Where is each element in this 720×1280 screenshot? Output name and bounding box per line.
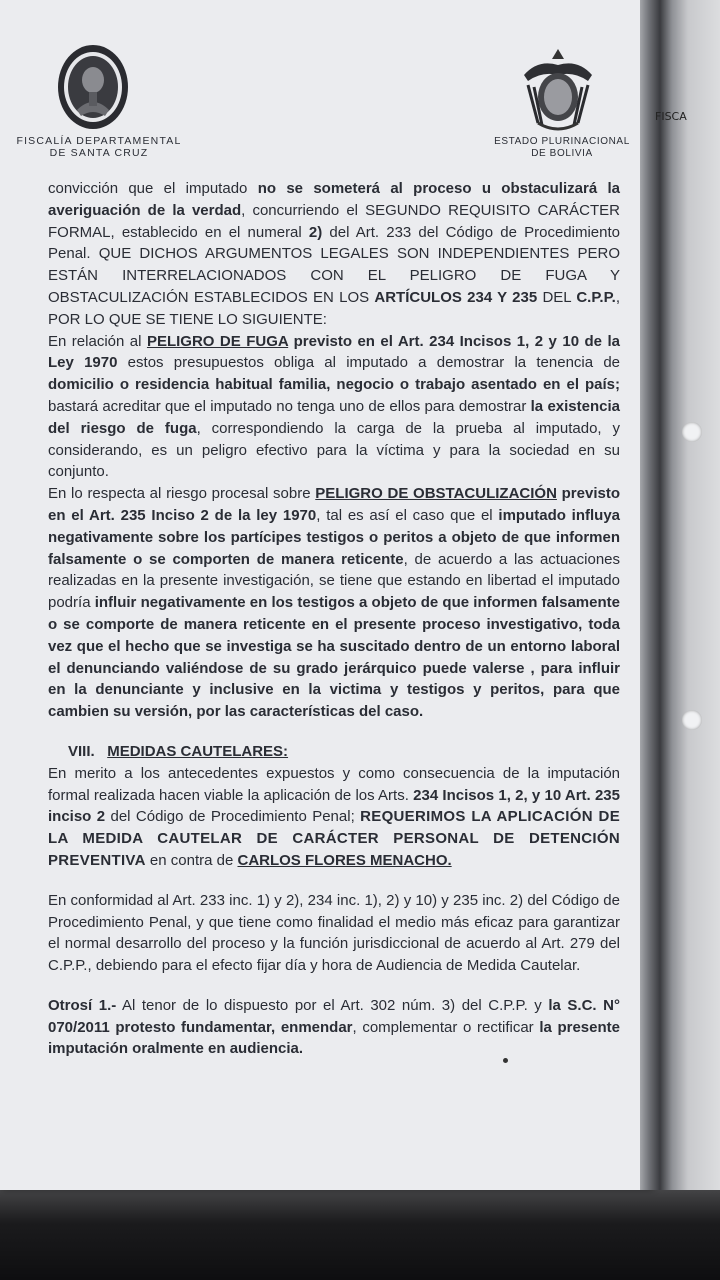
text-run: estos presupuestos obliga al imputado a demostrar la tenencia de [117,354,620,372]
text-run: bastará acreditar que el imputado no tenga uno de ellos para demostrar [48,397,531,415]
bold-run: previsto en el Art. 235 Inciso 2 de la ley 1970 [48,485,620,524]
ink-dot [503,1058,508,1063]
bold-run: REQUERIMOS LA APLICACIÓN DE LA MEDIDA CAUTELAR DE CARÁCTER PERSONAL DE DETENCIÓN PREVENTIVA [48,808,620,869]
bold-underlined-run: PELIGRO DE OBSTACULIZACIÓN [315,485,557,503]
text-run: , complementar o rectificar [352,1018,540,1036]
section-title: MEDIDAS CAUTELARES: [107,742,289,760]
bold-run: imputado influya negativamente sobre los partícipes testigos o peritos a objeto de que informen falsamente o se comporten de manera reticente [48,506,621,568]
desk-surface [0,1185,720,1280]
text-run: del Código de Procedimiento Penal; [105,808,361,826]
text-run: DEL [537,288,577,306]
text-run: , de acuerdo a las actuaciones realizadas en la presente investigación, se tiene que estando en libertad el imputado podría [48,550,621,612]
text-run: , POR LO QUE SE TIENE LO SIGUIENTE: [48,288,620,328]
bold-run: la S.C. N° 070/2011 protesto fundamentar, enmendar [48,996,620,1036]
state-line-1: ESTADO PLURINACIONAL [494,136,630,147]
bold-run: domicilio o residencia habitual familia, negocio o trabajo asentado en el país; [48,376,620,394]
text-run: En lo respecta al riesgo procesal sobre [48,485,316,503]
estado-institution-name [484,136,640,160]
bold-run: la existencia del riesgo de fuga [48,397,620,437]
bold-underlined-run: CARLOS FLORES MENACHO. [237,851,452,869]
edge-text: FISCA [655,110,687,123]
paragraph-otrosi [48,995,620,1060]
text-run: En merito a los antecedentes expuestos y como consecuencia de la imputación formal realizada hacen viable la aplicación de los Arts. [48,764,620,804]
text-run: del Art. 233 del Código de Procedimiento Penal. QUE DICHOS ARGUMENTOS LEGALES SON INDEPENDIENTES PERO ESTÁN INTERRELACIONADOS CON EL PELIGRO DE FUGA Y OBSTACULIZACIÓN ESTABLECIDOS EN LOS [48,223,620,306]
bold-run: influir negativamente en los testigos a objeto de que informen falsamente o se comporte de manera reticente en el presente proceso investigativo, toda vez que el hecho que se investiga se ha suscitado dentro de un entorno laboral el denunciando valiéndose de su grado jerárquico puede valerse , para influir en la denunciante y inclusive en la victima y testigos y peritos, para que cambien su versión, por las características del caso. [48,594,620,721]
bold-run: no se someterá al proceso u obstaculizará la averiguación de la verdad [48,180,620,219]
document-body [48,178,620,1060]
punch-hole [682,422,702,442]
bold-run: previsto en el Art. 234 Incisos 1, 2 y 10 de la Ley 1970 [48,332,620,372]
binder-edge [640,0,720,1190]
bold-underlined-run: PELIGRO DE FUGA [146,332,289,350]
section-number: VIII. [68,742,95,760]
fiscalia-institution-name [4,135,194,159]
bolivia-coat-of-arms-logo [518,45,598,133]
bold-run: ARTÍCULOS 234 Y 235 [374,288,538,306]
institution-line-2: DE SANTA CRUZ [49,147,149,159]
text-run: , tal es así el caso que el [316,506,499,524]
text-run: Al tenor de lo dispuesto por el Art. 302 núm. 3) del C.P.P. y [116,996,549,1014]
institution-line-1: FISCALÍA DEPARTAMENTAL [16,135,182,147]
paragraph-convincion [48,178,620,331]
paragraph-peligro-fuga [48,331,620,484]
bold-run: 234 Incisos 1, 2, y 10 Art. 235 inciso 2 [48,786,620,826]
punch-hole [682,710,702,730]
section-heading-viii [68,741,620,763]
bold-run: 2) [308,223,323,241]
text-run: , correspondiendo la carga de la prueba al imputado, y considerando, es un peligro efectivo para la víctima y para la sociedad en su conjunto. [48,419,621,481]
paragraph-medidas [48,763,620,872]
text-run: en contra de [145,851,238,869]
text-run: , concurriendo el SEGUNDO REQUISITO CARÁCTER FORMAL, establecido en el numeral [48,201,620,241]
bold-run: la presente imputación oralmente en audiencia. [48,1018,620,1058]
text-run: En relación al [48,332,147,350]
fiscalia-seal-logo [55,42,131,132]
bold-run: C.P.P. [576,288,616,306]
text-run: En conformidad al Art. 233 inc. 1) y 2), 234 inc. 1), 2) y 10) y 235 inc. 2) del Código de Procedimiento Penal, y que tiene como finalidad el medio más eficaz para garantizar el normal desarrollo del proceso y la función jurisdiccional de acuerdo al Art. 279 del C.P.P., debiendo para el efecto fijar día y hora de Audiencia de Medida Cautelar. [48,891,620,975]
state-line-2: DE BOLIVIA [531,148,593,159]
paragraph-conformidad [48,890,620,977]
paragraph-peligro-obstaculizacion [48,483,620,723]
text-run: convicción que el imputado [48,180,258,197]
bold-run: Otrosí 1.- [48,996,117,1014]
